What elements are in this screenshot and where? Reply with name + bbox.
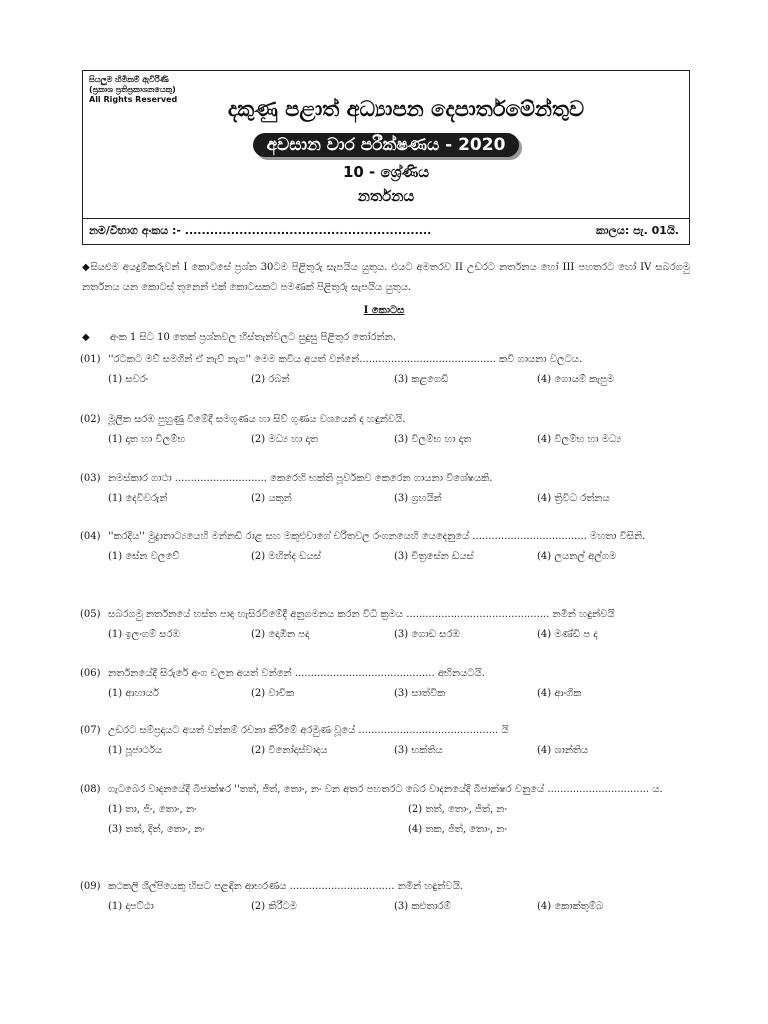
grade-label: 10 - ශ්‍රේණිය [342, 163, 430, 181]
exam-header [82, 70, 690, 245]
question-01 [80, 350, 692, 390]
answer-option-1: (1) දෘත හා විලම්භ [108, 434, 186, 445]
answer-option-4: (4) විලම්භ හා මධ්‍ය [537, 434, 622, 445]
question-number: (09) [80, 881, 101, 892]
question-06 [80, 664, 692, 704]
section-title: I කොටස [363, 305, 405, 316]
answer-option-4: (4) කොක්තුම්බ [537, 901, 604, 912]
answer-option-1: (1) ආහාර්ය [108, 688, 159, 699]
answer-option-2: (2) රබන් [251, 374, 290, 385]
time-allowed: කාලය: පැ. 01යි. [595, 224, 679, 237]
question-number: (07) [80, 725, 101, 736]
question-text: ''රටකට මව් සමගින් ඒ නැව් නැග'' මෙම කවිය අයත් වන්නේ........................................... කවි ගායනා වලටය. [108, 354, 583, 365]
answer-option-1: (1) පූජාර්ථය [108, 745, 163, 756]
question-02 [80, 410, 692, 450]
answer-option-4: (4) ත්‍රිවිධ රත්නය [537, 493, 610, 504]
question-04 [80, 527, 692, 567]
answer-option-4: (4) ආංගික [537, 688, 582, 699]
answer-option-3: (3) භක්තිය [394, 745, 443, 756]
question-number: (08) [80, 784, 101, 795]
question-07 [80, 721, 692, 761]
answer-option-1: (1) තා, ජිං, තොං, නං [108, 804, 197, 815]
answer-option-3: (3) සාත්වික [394, 688, 446, 699]
subject-label: නර්තනය [357, 187, 415, 205]
answer-option-2: (2) මධ්‍ය හා දෘත [251, 434, 318, 445]
question-text: මූලික සරඹ පුහුණු වීමේදී සමගුණය හා සිව් ගුණය වශයෙන් ද හඳුන්වයි. [108, 414, 406, 425]
question-05 [80, 605, 692, 645]
diamond-bullet-icon: ◆ [82, 332, 90, 343]
answer-option-1: (1) දෙවිවරුන් [108, 493, 168, 504]
answer-option-2: (2) දොඹින පද [251, 629, 310, 640]
section-instruction [82, 332, 690, 343]
question-text: කථකලි ශිල්පියෙකු හිසට පළඳින ආභරණය ................................. නමින් හඳුන්වයි. [108, 881, 463, 892]
answer-option-1: (1) සවරං [108, 374, 149, 385]
copyright-line-1: සියලුම හිමිකම් ඇවිරිණි [89, 75, 169, 84]
answer-option-3: (3) කළුතාරම් [394, 901, 451, 912]
answer-option-3: (3) කළගෙඩි [394, 374, 449, 385]
question-number: (04) [80, 531, 101, 542]
answer-option-2: (2) මහින්ද ඩයස් [251, 551, 321, 562]
section-instruction-text: අංක 1 සිට 10 තෙක් ප්‍රශ්නවල හිස්තැන්වලට සුදුසු පිළිතුර තෝරන්න. [110, 332, 396, 343]
answer-option-1: (1) දාපට්ඨා [108, 901, 154, 912]
question-number: (03) [80, 473, 101, 484]
answer-option-2: (2) වාචික [251, 688, 295, 699]
answer-option-1: (1) සේන වලවේ [108, 551, 180, 562]
question-number: (02) [80, 414, 101, 425]
question-text: සබරගමු නර්තනයේ හස්ත පාද හැසිරවීමේදී අනුගමනය කරන විධි ක්‍රමය ............................................. නමින් හඳුන්වයි [108, 609, 615, 620]
answer-option-3: (3) විලම්භ හා දෘත [394, 434, 472, 445]
question-number: (06) [80, 668, 101, 679]
department-title: දකුණු පළාත් අධ්‍යාපන දෙපාර්තමේන්තුව [227, 97, 585, 121]
answer-option-4: (4) මණ්ඩි ප ද [537, 629, 598, 640]
answer-option-2: (2) කිරීටම [251, 901, 297, 912]
question-03 [80, 469, 692, 509]
answer-option-4: (4) ශාන්තිය [537, 745, 589, 756]
question-text: නර්තනයේදී සිරුරේ අංග චලන අයත් වන්නේ ............................................ අභිනයටයි. [108, 668, 485, 679]
answer-option-4: (4) ගොයම් කැපුම [537, 374, 615, 385]
question-text: උඩරට සම්ප්‍රදායට අයත් වන්නම් රචනා කිරීමේ අරමුණ වූයේ ............................................ යි [108, 725, 509, 736]
answer-option-4: (4) ලයනල් අල්ගම [537, 551, 617, 562]
question-text: ගැටබෙර වාදනයේදී බීජාක්ෂර ''තත්, ජිත්, තොං, නං වන අතර පහතරට බෙර වාදනයේදී බීජාක්ෂර වනුයේ ................................ ය. [108, 784, 663, 795]
answer-option-3: (3) තත්, දිත්, තොං, නං [108, 824, 205, 835]
copyright-line-3: All Rights Reserved [89, 95, 178, 104]
answer-option-3: (3) ගොඩ සරඹ [394, 629, 460, 640]
answer-option-2: (2) තත්, තොං, ජිත්, නං [408, 804, 507, 815]
question-08 [80, 780, 692, 840]
general-instructions: ◆සියළුම අයදුම්කරුවන් I කොටසේ ප්‍රශ්න 30ටම පිළිතුරු සැපයිය යුතුය. එයට අමතරව II උඩරට නර්තනය හෝ III පහතරට හෝ IV සබරගමු නර්තනය යන කොටස් තුනෙන් එක් කොටසකට පමණක් පිළිතුරු සැපයිය යුතුය. [82, 262, 690, 293]
question-number: (01) [80, 354, 101, 365]
copyright-line-2: (ප්‍රකාශ ප්‍රතිප්‍රකාශනයෙකු) [89, 85, 176, 94]
name-index-field: නම/විභාග අංකය :- ........................................................... [89, 224, 432, 237]
answer-option-2: (2) යකුන් [251, 493, 292, 504]
question-number: (05) [80, 609, 101, 620]
question-09 [80, 877, 692, 917]
question-text: ''කරදිය'' මුද්‍රානාට්‍යයෙහි මන්නඩි රාළ සහ මකුළුවාගේ චරිතවල රංගනයෙහි යෙදෙනුයේ .................................... මහතා විසිනි. [108, 531, 646, 542]
answer-option-4: (4) තක, ජිත්, තොං, නං [408, 824, 507, 835]
answer-option-1: (1) ඉලංගම් සරඹ [108, 629, 180, 640]
answer-option-3: (3) ග්‍රහයින් [394, 493, 442, 504]
question-text: නමස්කාර ගාථා ............................. කෙරෙහි භක්ති පූර්වකව කෙරෙන ගායනා විශේෂයකි. [108, 473, 493, 484]
answer-option-2: (2) විනෝදාස්වාදය [251, 745, 328, 756]
header-divider [83, 218, 689, 219]
exam-title-badge: අවසාන වාර පරීක්ෂණය - 2020 [253, 133, 520, 157]
answer-option-3: (3) චිත්‍රසේන ඩයස් [394, 551, 474, 562]
